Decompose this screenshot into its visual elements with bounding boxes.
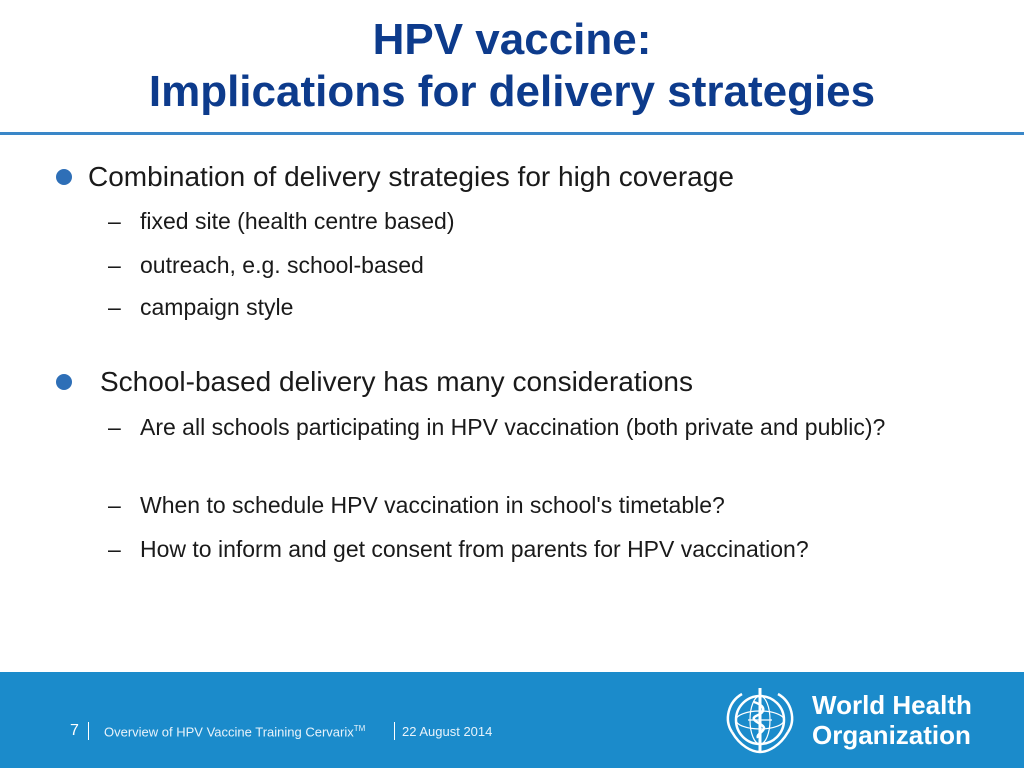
bullet-icon bbox=[56, 169, 72, 185]
list-item: fixed site (health centre based) bbox=[140, 208, 455, 234]
footer-date: 22 August 2014 bbox=[402, 724, 493, 739]
list-item: How to inform and get consent from parents for HPV vaccination? bbox=[140, 536, 809, 562]
dash-icon: – bbox=[108, 492, 121, 518]
section-heading: Combination of delivery strategies for high coverage bbox=[88, 161, 734, 192]
dash-icon: – bbox=[108, 414, 121, 440]
footer-separator bbox=[394, 722, 395, 740]
list-item: Are all schools participating in HPV vaccination (both private and public)? bbox=[140, 414, 886, 440]
title-line-2: Implications for delivery strategies bbox=[148, 67, 876, 116]
dash-icon: – bbox=[108, 252, 121, 278]
list-item: outreach, e.g. school-based bbox=[140, 252, 424, 278]
page-number: 7 bbox=[70, 722, 79, 739]
footer-separator bbox=[88, 722, 89, 740]
trademark-mark: TM bbox=[353, 724, 366, 733]
presentation-title: Overview of HPV Vaccine Training Cervarix™ bbox=[104, 724, 366, 740]
dash-icon: – bbox=[108, 208, 121, 234]
organization-name: World Health Organization bbox=[812, 690, 972, 750]
dash-icon: – bbox=[108, 536, 121, 562]
bullet-icon bbox=[56, 374, 72, 390]
dash-icon: – bbox=[108, 294, 121, 320]
section-heading: School-based delivery has many considerations bbox=[100, 366, 693, 397]
list-item: campaign style bbox=[140, 294, 294, 320]
title-line-1: HPV vaccine: bbox=[372, 15, 652, 64]
list-item: When to schedule HPV vaccination in school's timetable? bbox=[140, 492, 725, 518]
who-emblem-icon bbox=[718, 680, 802, 764]
